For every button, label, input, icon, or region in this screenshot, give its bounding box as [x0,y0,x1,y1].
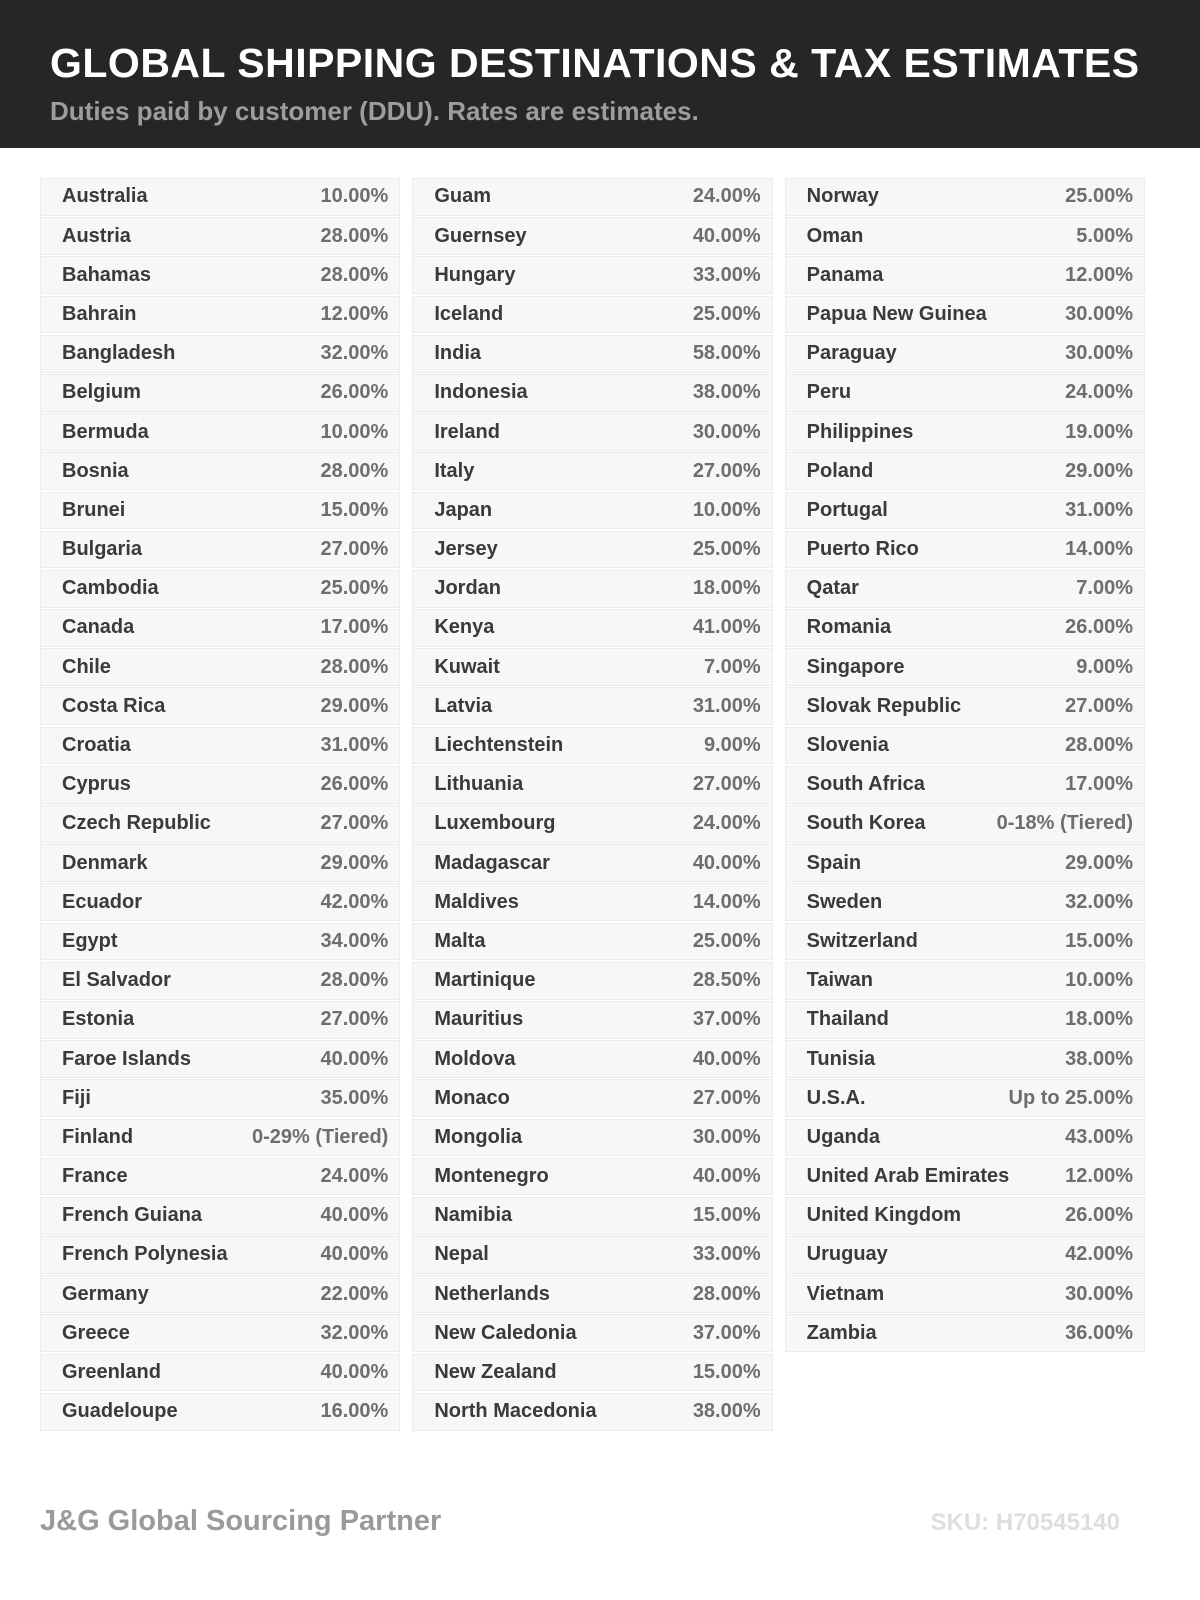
rate-value: 29.00% [320,694,389,717]
table-row [785,648,1145,686]
country-name: Maldives [434,890,519,913]
rate-value: 25.00% [1065,185,1133,208]
rates-column-2 [412,178,772,1432]
table-row [785,1236,1145,1274]
rate-value: 9.00% [1076,655,1133,678]
country-name: Faroe Islands [62,1047,191,1070]
rate-value: 15.00% [1065,929,1133,952]
table-row [40,1040,400,1078]
country-name: Taiwan [806,969,873,992]
rate-value: 25.00% [320,577,389,600]
table-row [785,413,1145,451]
rate-value: 31.00% [320,734,389,757]
country-name: Czech Republic [62,812,211,835]
country-name: French Polynesia [62,1243,228,1266]
country-name: South Africa [806,773,925,796]
rate-value: 36.00% [1065,1321,1133,1344]
table-row [785,531,1145,569]
rate-value: 12.00% [1065,1165,1133,1188]
rate-value: 27.00% [320,812,389,835]
table-row [412,805,772,843]
country-name: Tunisia [806,1047,876,1070]
country-name: Jersey [434,538,498,561]
table-row [785,766,1145,804]
rate-value: 15.00% [320,498,389,521]
table-row [40,1079,400,1117]
table-row [785,374,1145,412]
rate-value: 42.00% [1065,1243,1133,1266]
table-row [785,178,1145,216]
rate-value: 29.00% [320,851,389,874]
rate-value: 40.00% [692,851,761,874]
table-row [412,1393,772,1431]
table-row [412,766,772,804]
rate-value: 28.00% [692,1282,761,1305]
rate-value: 14.00% [692,890,761,913]
table-row [412,1275,772,1313]
table-row [40,178,400,216]
table-row [40,1119,400,1157]
table-row [40,805,400,843]
country-name: Sweden [806,890,883,913]
header-banner [0,0,1200,148]
rate-value: 10.00% [320,185,389,208]
country-name: Uganda [806,1125,880,1148]
table-row [40,1314,400,1352]
rate-value: 27.00% [692,459,761,482]
rate-value: 31.00% [692,694,761,717]
rate-value: 33.00% [692,263,761,286]
country-name: Lithuania [434,773,524,796]
table-row [412,256,772,294]
country-name: South Korea [806,812,926,835]
rate-value: 29.00% [1065,459,1133,482]
country-name: Bosnia [62,459,129,482]
table-row [40,1275,400,1313]
country-name: Panama [806,263,884,286]
table-row [40,413,400,451]
table-row [785,1314,1145,1352]
country-name: Cambodia [62,577,159,600]
country-name: Kuwait [434,655,500,678]
table-row [785,1197,1145,1235]
country-name: Slovenia [806,734,889,757]
table-row [785,687,1145,725]
table-row [40,452,400,490]
table-row [785,492,1145,530]
rate-value: 9.00% [703,734,761,757]
country-name: Estonia [62,1008,135,1031]
country-name: Spain [806,851,862,874]
table-row [785,1158,1145,1196]
country-name: Austria [62,224,131,247]
country-name: Bahrain [62,302,137,325]
rate-value: 5.00% [1076,224,1133,247]
sku-text: SKU: H70545140 [930,1509,1120,1536]
rate-value: 17.00% [1065,773,1133,796]
rate-value: 40.00% [320,1047,389,1070]
country-name: Indonesia [434,381,528,404]
rate-value: 22.00% [320,1282,389,1305]
country-name: Croatia [62,734,131,757]
rate-value: 26.00% [320,773,389,796]
country-name: Poland [806,459,874,482]
country-name: Egypt [62,929,118,952]
table-row [412,1040,772,1078]
rate-value: 10.00% [320,420,389,443]
rate-value: 41.00% [692,616,761,639]
country-name: United Kingdom [806,1204,962,1227]
table-row [40,1158,400,1196]
rate-value: 33.00% [692,1243,761,1266]
rate-value: 40.00% [692,224,761,247]
country-name: Qatar [806,577,859,600]
table-row [412,1001,772,1039]
rate-value: 17.00% [320,616,389,639]
country-name: Malta [434,929,486,952]
table-row [40,687,400,725]
table-row [40,1197,400,1235]
country-name: India [434,342,481,365]
country-name: Japan [434,498,493,521]
country-name: Moldova [434,1047,516,1070]
rate-value: 30.00% [692,1125,761,1148]
country-name: El Salvador [62,969,171,992]
country-name: Brunei [62,498,126,521]
rate-value: 18.00% [692,577,761,600]
rate-value: 7.00% [1076,577,1133,600]
table-row [412,1314,772,1352]
table-row [40,531,400,569]
country-name: Guadeloupe [62,1400,178,1423]
rate-value: 37.00% [692,1321,761,1344]
rate-value: 12.00% [1065,263,1133,286]
rate-value: 26.00% [320,381,389,404]
rate-value: Up to 25.00% [1008,1086,1133,1109]
table-row [412,727,772,765]
table-row [40,492,400,530]
rate-value: 42.00% [320,890,389,913]
country-name: Paraguay [806,342,897,365]
table-row [412,1079,772,1117]
country-name: Vietnam [806,1282,885,1305]
rate-value: 18.00% [1065,1008,1133,1031]
table-row [40,648,400,686]
rate-value: 24.00% [320,1165,389,1188]
rate-value: 28.00% [320,224,389,247]
table-row [785,1119,1145,1157]
table-row [785,1040,1145,1078]
rate-value: 27.00% [692,773,761,796]
table-row [785,923,1145,961]
table-row [40,1354,400,1392]
country-name: Bulgaria [62,538,143,561]
page-title: GLOBAL SHIPPING DESTINATIONS & TAX ESTIMATES [50,40,1140,86]
rate-value: 28.00% [320,655,389,678]
country-name: Namibia [434,1204,513,1227]
table-row [412,1236,772,1274]
table-row [785,883,1145,921]
country-name: Ecuador [62,890,143,913]
country-name: Costa Rica [62,694,166,717]
rate-value: 43.00% [1065,1125,1133,1148]
rate-value: 27.00% [320,1008,389,1031]
country-name: Jordan [434,577,502,600]
rate-value: 10.00% [1065,969,1133,992]
country-name: Monaco [434,1086,510,1109]
country-name: French Guiana [62,1204,203,1227]
table-row [40,335,400,373]
country-name: New Zealand [434,1361,557,1384]
rate-value: 34.00% [320,929,389,952]
rate-value: 29.00% [1065,851,1133,874]
table-row [40,570,400,608]
country-name: Uruguay [806,1243,888,1266]
rate-value: 12.00% [320,302,389,325]
rate-value: 10.00% [692,498,761,521]
country-name: Oman [806,224,864,247]
country-name: Nepal [434,1243,489,1266]
country-name: Norway [806,185,879,208]
table-row [412,962,772,1000]
country-name: Portugal [806,498,888,521]
table-row [40,296,400,334]
rate-value: 15.00% [692,1204,761,1227]
country-name: Madagascar [434,851,550,874]
table-row [40,609,400,647]
rate-value: 27.00% [320,538,389,561]
country-name: U.S.A. [806,1086,866,1109]
table-row [412,178,772,216]
country-name: New Caledonia [434,1321,577,1344]
rate-value: 38.00% [692,1400,761,1423]
table-row [40,844,400,882]
table-row [412,570,772,608]
rate-value: 58.00% [692,342,761,365]
table-row [40,1236,400,1274]
table-row [412,413,772,451]
country-name: France [62,1165,128,1188]
rates-column-3 [785,178,1145,1354]
country-name: Slovak Republic [806,694,962,717]
rate-value: 24.00% [692,185,761,208]
table-row [40,1393,400,1431]
country-name: Guernsey [434,224,527,247]
table-row [785,727,1145,765]
rate-value: 24.00% [1065,381,1133,404]
country-name: Netherlands [434,1282,550,1305]
country-name: Puerto Rico [806,538,919,561]
brand-text: J&G Global Sourcing Partner [40,1505,442,1537]
rate-value: 32.00% [320,1321,389,1344]
rate-value: 40.00% [320,1204,389,1227]
country-name: Canada [62,616,135,639]
rate-value: 0-18% (Tiered) [996,812,1133,835]
rate-value: 38.00% [1065,1047,1133,1070]
table-row [40,1001,400,1039]
table-row [785,452,1145,490]
table-row [785,1079,1145,1117]
country-name: Bangladesh [62,342,176,365]
rate-value: 14.00% [1065,538,1133,561]
country-name: Romania [806,616,892,639]
country-name: Philippines [806,420,914,443]
table-row [785,335,1145,373]
country-name: Zambia [806,1321,877,1344]
country-name: Martinique [434,969,536,992]
country-name: Bahamas [62,263,151,286]
table-row [785,844,1145,882]
table-row [412,374,772,412]
country-name: Germany [62,1282,149,1305]
rate-value: 25.00% [692,538,761,561]
rate-value: 26.00% [1065,616,1133,639]
table-row [40,217,400,255]
table-row [40,256,400,294]
country-name: Cyprus [62,773,131,796]
country-name: Finland [62,1125,134,1148]
table-row [412,492,772,530]
table-row [785,1001,1145,1039]
country-name: Denmark [62,851,148,874]
table-row [412,217,772,255]
rate-value: 38.00% [692,381,761,404]
table-row [412,648,772,686]
rate-value: 30.00% [1065,1282,1133,1305]
rate-value: 16.00% [320,1400,389,1423]
table-row [412,531,772,569]
rate-value: 24.00% [692,812,761,835]
table-row [40,727,400,765]
rate-value: 15.00% [692,1361,761,1384]
table-row [40,883,400,921]
rate-value: 27.00% [1065,694,1133,717]
table-row [412,335,772,373]
table-row [412,609,772,647]
table-row [785,256,1145,294]
table-row [412,923,772,961]
rate-value: 28.00% [1065,734,1133,757]
table-row [785,962,1145,1000]
table-row [412,883,772,921]
rate-value: 32.00% [320,342,389,365]
table-row [412,1197,772,1235]
country-name: Kenya [434,616,495,639]
rate-value: 28.00% [320,263,389,286]
rate-value: 27.00% [692,1086,761,1109]
country-name: Peru [806,381,852,404]
country-name: Fiji [62,1086,91,1109]
rate-value: 7.00% [703,655,761,678]
table-row [785,570,1145,608]
country-name: Chile [62,655,111,678]
country-name: Iceland [434,302,504,325]
country-name: Montenegro [434,1165,549,1188]
table-row [412,296,772,334]
rate-value: 40.00% [320,1243,389,1266]
table-row [785,217,1145,255]
page-subtitle: Duties paid by customer (DDU). Rates are estimates. [50,96,699,126]
country-name: Luxembourg [434,812,556,835]
rate-value: 30.00% [1065,342,1133,365]
country-name: Thailand [806,1008,889,1031]
country-name: Belgium [62,381,141,404]
rate-value: 30.00% [692,420,761,443]
rate-value: 25.00% [692,302,761,325]
table-row [412,687,772,725]
country-name: Greece [62,1321,130,1344]
rate-value: 28.00% [320,969,389,992]
rate-value: 28.50% [692,969,761,992]
table-row [412,844,772,882]
table-row [785,296,1145,334]
table-row [412,1119,772,1157]
country-name: Mauritius [434,1008,524,1031]
table-row [40,374,400,412]
table-row [412,452,772,490]
table-row [785,609,1145,647]
rate-value: 32.00% [1065,890,1133,913]
table-row [40,766,400,804]
table-row [412,1354,772,1392]
country-name: North Macedonia [434,1400,597,1423]
country-name: Latvia [434,694,493,717]
country-name: Italy [434,459,475,482]
rate-value: 19.00% [1065,420,1133,443]
country-name: Singapore [806,655,905,678]
rate-value: 35.00% [320,1086,389,1109]
rate-value: 25.00% [692,929,761,952]
country-name: Bermuda [62,420,149,443]
rates-grid [40,178,1145,1432]
table-row [40,923,400,961]
rate-value: 37.00% [692,1008,761,1031]
table-row [412,1158,772,1196]
country-name: Greenland [62,1361,161,1384]
country-name: Papua New Guinea [806,302,987,325]
country-name: Australia [62,185,148,208]
rate-value: 30.00% [1065,302,1133,325]
rate-value: 31.00% [1065,498,1133,521]
page-footer [40,1505,1120,1538]
country-name: Guam [434,185,492,208]
rate-value: 0-29% (Tiered) [251,1125,389,1148]
rate-value: 40.00% [692,1047,761,1070]
table-row [785,805,1145,843]
rates-column-1 [40,178,400,1432]
country-name: United Arab Emirates [806,1165,1010,1188]
rate-value: 40.00% [692,1165,761,1188]
rate-value: 28.00% [320,459,389,482]
country-name: Ireland [434,420,500,443]
table-row [785,1275,1145,1313]
country-name: Mongolia [434,1125,523,1148]
rate-value: 26.00% [1065,1204,1133,1227]
table-row [40,962,400,1000]
country-name: Switzerland [806,929,918,952]
rate-value: 40.00% [320,1361,389,1384]
country-name: Hungary [434,263,516,286]
country-name: Liechtenstein [434,734,564,757]
